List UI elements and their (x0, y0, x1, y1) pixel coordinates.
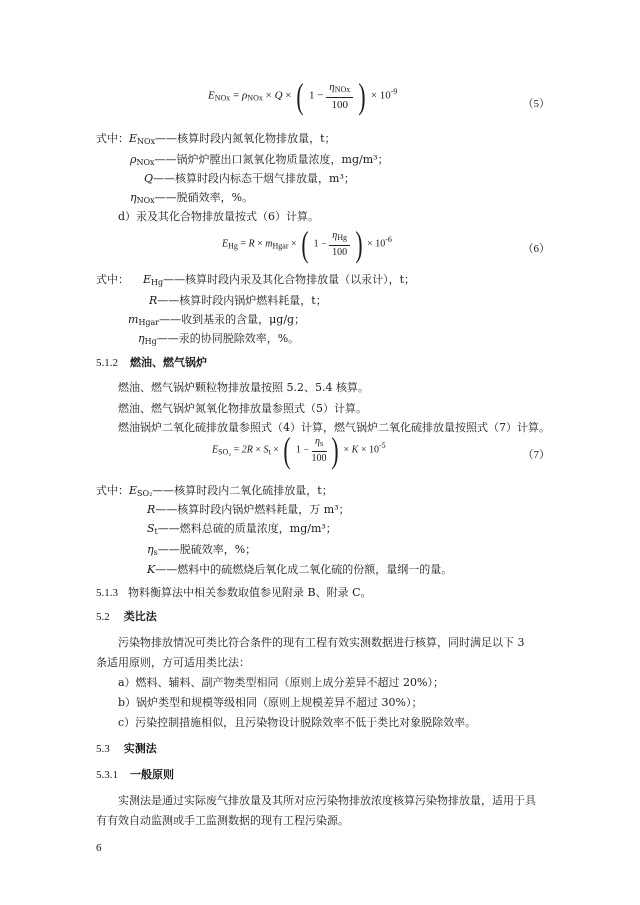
p52-line-1: 污染物排放情况可类比符合条件的现有工程有效实测数据进行核算，同时满足以下 3 (118, 636, 525, 649)
eq5-eta: η (329, 81, 335, 93)
eq5-lhs: E (208, 89, 215, 102)
section-5-1-2-heading: 5.1.2 燃油、燃气锅炉 (96, 356, 207, 369)
item-d: d）汞及其化合物排放量按式（6）计算。 (118, 210, 320, 223)
def5-line-2: $\rho_{NOx}——$锅炉炉膛出口氮氧化物质量浓度，mg/m³； (130, 153, 389, 167)
p512-line-3: 燃油锅炉二氧化硫排放量参照式（4）计算，燃气锅炉二氧化硫排放量按照式（7）计算。 (118, 421, 550, 434)
def6-line-3: $m_{Hgar}——$收到基汞的含量，μg/g； (128, 313, 306, 327)
equation-6: $E_{Hg} = R \times m_{Hgar}$ × ( 1 − $\frac{\eta_{Hg}}{100}$ ) × $10^{-6}$ (222, 224, 392, 264)
eq6-number: （6） (522, 243, 550, 255)
section-5-3-1-heading: 5.3.1 一般原则 (96, 768, 174, 781)
eq7-number: （7） (522, 449, 550, 461)
def7-line-4: $\eta_s——$脱硫效率，%； (147, 543, 257, 557)
def5-line-3: Q——核算时段内标态干烟气排放量，m³； (144, 172, 355, 185)
eq5-eta-sub: NOx (334, 85, 351, 94)
page-number: 6 (96, 842, 102, 854)
eq5-pow: 10 (379, 89, 391, 102)
p531-line-2: 有有效自动监测或手工监测数据的现有工程污染源。 (96, 814, 349, 827)
def5-line-1: 式中：$E_{NOx}——$核算时段内氮氧化物排放量，t； (96, 132, 336, 146)
p52-line-4: b）锅炉类型和规模等级相同（原则上规模差异不超过 30%）； (118, 696, 423, 709)
section-5-2-heading: 5.2 类比法 (96, 610, 157, 623)
def7-line-3: $S_t——$燃料总硫的质量浓度，mg/m³； (147, 522, 337, 536)
eq7-fraction: $\frac{\eta_s}{100}$ (311, 435, 327, 464)
p52-line-2: 条适用原则，方可适用类比法： (96, 656, 250, 669)
def6-line-1: 式中： $E_{Hg}——$核算时段内汞及其化合物排放量（以汞计），t； (96, 273, 416, 287)
eq5-q: Q (274, 89, 283, 102)
def5-line-4: $\eta_{NOx}——$脱硝效率，%。 (130, 191, 254, 205)
def6-line-2: R——核算时段内锅炉燃料耗量，t； (149, 294, 327, 307)
def6-line-4: $\eta_{Hg}——$汞的协同脱除效率，%。 (138, 332, 300, 346)
eq5-rho: ρ (242, 89, 248, 102)
eq5-rho-sub: NOx (247, 93, 263, 103)
p52-line-3: a）燃料、辅料、副产物类型相同（原则上成分差异不超过 20%）； (118, 676, 445, 689)
eq5-denominator: 100 (331, 99, 348, 111)
p512-line-1: 燃油、燃气锅炉颗粒物排放量按照 5.2、5.4 核算。 (118, 381, 369, 394)
def7-line-2: R——核算时段内锅炉燃料耗量，万 m³； (147, 503, 350, 516)
equation-5: $E_{NOx} = \rho_{NOx} \times Q$ × ( 1 − $\frac{\eta_{NOx}}{100}$ ) × $10^{-9}$ (208, 76, 398, 116)
eq5-fraction (326, 80, 353, 112)
section-5-3-heading: 5.3 实测法 (96, 742, 157, 755)
section-5-1-3: 5.1.3 物料衡算法中相关参数取值参见附录 B、附录 C。 (96, 586, 372, 599)
eq6-fraction: $\frac{\eta_{Hg}}{100}$ (329, 229, 350, 260)
eq5-number: （5） (522, 98, 550, 110)
equation-7: $E_{SO_2} = 2R \times S_t$ × ( 1 − $\frac{\eta_s}{100}$ ) × $K \times 10^{-5}$ (212, 430, 386, 470)
def7-line-1: 式中：$E_{SO_2}——$核算时段内二氧化硫排放量，t； (96, 484, 333, 498)
p52-line-5: c）污染控制措施相似，且污染物设计脱除效率不低于类比对象脱除效率。 (118, 716, 477, 729)
eq5-lhs-sub: NOx (214, 93, 231, 103)
def7-line-5: K——燃料中的硫燃烧后氧化成二氧化硫的份额，量纲一的量。 (147, 563, 453, 576)
eq5-pow-exp: -9 (390, 86, 398, 96)
p531-line-1: 实测法是通过实际废气排放量及其所对应污染物排放浓度核算污染物排放量，适用于具 (118, 794, 536, 807)
p512-line-2: 燃油、燃气锅炉氮氧化物排放量参照式（5）计算。 (118, 402, 367, 415)
